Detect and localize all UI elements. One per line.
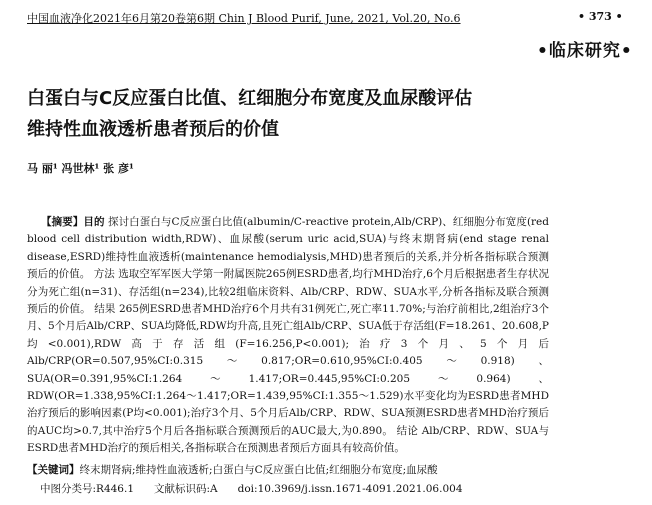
abstract-label: 【摘要】目的 (41, 216, 105, 228)
section-label: •临床研究• (537, 41, 633, 61)
classification-line (40, 481, 483, 496)
keywords (27, 462, 587, 477)
clc-number: 中图分类号:R446.1 (40, 483, 135, 495)
keywords-text: 终末期肾病;维持性血液透析;白蛋白与C反应蛋白比值;红细胞分布宽度;血尿酸 (79, 464, 438, 476)
author-list: 马 丽¹ 冯世林¹ 张 彦¹ (27, 162, 134, 175)
page-number: • 373 • (578, 10, 623, 23)
keywords-label: 【关键词】 (27, 464, 80, 476)
article-title-line-2: 维持性血液透析患者预后的价值 (27, 119, 279, 140)
document-code: 文献标识码:A (154, 483, 218, 495)
doi: doi:10.3969/j.issn.1671-4091.2021.06.004 (237, 483, 463, 495)
article-title-line-1: 白蛋白与C反应蛋白比值、红细胞分布宽度及血尿酸评估 (27, 88, 473, 109)
journal-header: 中国血液净化2021年6月第20卷第6期 Chin J Blood Purif, June, 2021, Vol.20, No.6 (27, 12, 461, 25)
abstract-text: 探讨白蛋白与C反应蛋白比值(albumin/C-reactive protein,Alb/CRP)、红细胞分布宽度(red blood cell distribution width,RDW)、血尿酸(serum uric acid,SUA)与终末期肾病(end stage renal disease,ESRD)维持性血液透析(maintenance hemodialysis,MHD)患者预后的关系,并分析各指标联合预测预后的价值。 方法 选取空军军医大学第一附属医院265例ESRD患者,均行MHD治疗,6个月后根据患者生存状况分为死亡组(n=31)、存活组(n=234),比较2组临床资料、Alb/CRP、RDW、SUA水平,分析各指标及联合预测预后的价值。 结果 265例ESRD患者MHD治疗6个月共有31例死亡,死亡率11.70%;与治疗前相比,2组治疗3个月、5个月后Alb/CRP、SUA均降低,RDW均升高,且死亡组Alb/CRP、SUA低于存活组(F=18.261、20.608,P均<0.001),RDW高于存活组(F=16.256,P<0.001);治疗3个月、5个月后Alb/CRP(OR=0.507,95%CI:0.315～0.817;OR=0.610,95%CI:0.405～0.918)、SUA(OR=0.391,95%CI:1.264～1.417;OR=0.445,95%CI:0.205～0.964)、RDW(OR=1.338,95%CI:1.264～1.417;OR=1.439,95%CI:1.355～1.529)水平变化均为ESRD患者MHD治疗预后的影响因素(P均<0.001);治疗3个月、5个月后Alb/CRP、RDW、SUA预测ESRD患者MHD治疗预后的AUC均>0.7,其中治疗5个月后各指标联合预测预后的AUC最大,为0.890。 结论 Alb/CRP、RDW、SUA与ESRD患者MHD治疗的预后相关,各指标联合在预测患者预后方面具有较高价值。 (27, 216, 549, 455)
abstract (27, 214, 549, 458)
